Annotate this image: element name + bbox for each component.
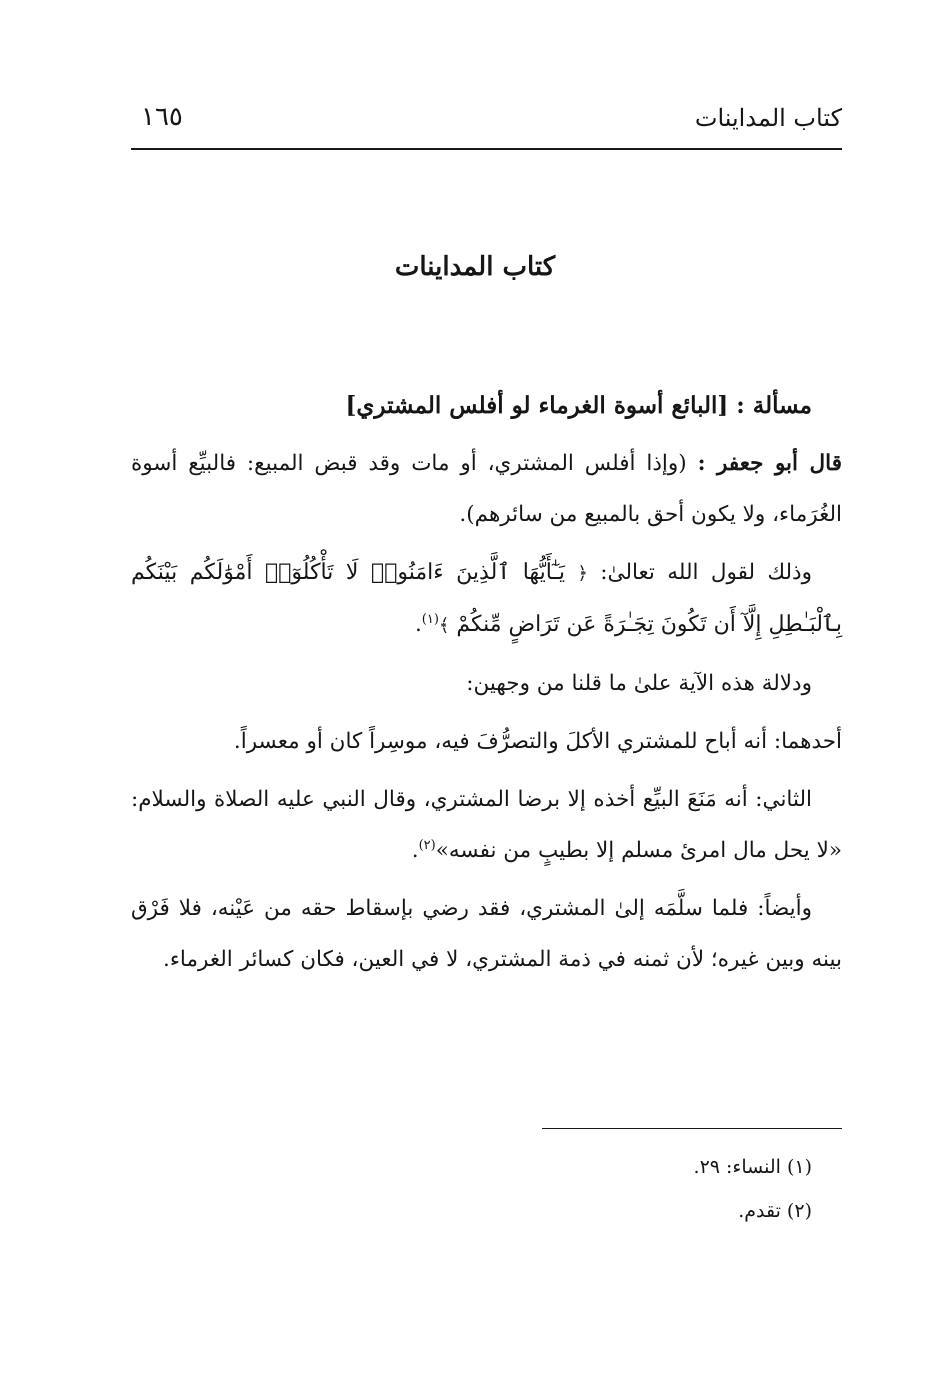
- paragraph-first-reason: أحدهما: أنه أباح للمشتري الأكلَ والتصرُّفَ فيه، موسِراً كان أو معسراً.: [233, 729, 842, 754]
- sentence-end: .: [414, 612, 422, 637]
- chapter-title: كتاب المداينات: [394, 252, 556, 282]
- footnote-ref-1[interactable]: (١): [421, 611, 439, 627]
- running-header: [131, 98, 842, 150]
- second-reason-text: الثاني: أنه مَنَعَ البيِّع أخذه إلا برضا المشتري، وقال النبي عليه الصلاة والسلام: «لا يحل مال امرئ مسلم إلا بطيبٍ من نفسه»: [131, 787, 842, 863]
- page-number: ١٦٥: [141, 102, 183, 132]
- body-text: [131, 380, 842, 992]
- verse-intro: وذلك لقول الله تعالىٰ:: [600, 560, 812, 585]
- paragraph-evidence: ودلالة هذه الآية علىٰ ما قلنا من وجهين:: [466, 671, 812, 696]
- paragraph-verse: [131, 547, 842, 651]
- footnotes: [131, 1145, 812, 1233]
- quote-text: (وإذا أفلس المشتري، أو مات وقد قبض المبيع: فالبيِّع أسوة الغُرَماء، ولا يكون أحق بالمبيع من سائرهم).: [131, 451, 842, 527]
- paragraph-second-reason: [131, 774, 842, 876]
- paragraph-additionally: وأيضاً: فلما سلَّمَه إلىٰ المشتري، فقد رضي بإسقاط حقه من عَيْنه، فلا فَرْق بينه وبين غيره؛ لأن ثمنه في ذمة المشتري، لا في العين، فكان كسائر الغرماء.: [131, 896, 842, 972]
- verse-bracket-close: ﴾: [438, 615, 450, 636]
- running-title: كتاب المداينات: [694, 104, 842, 132]
- issue-heading: مسألة : [البائع أسوة الغرماء لو أفلس المشتري]: [345, 392, 812, 419]
- verse-bracket-open: ﴿: [577, 563, 588, 584]
- quran-verse: يَـٰٓأَيُّهَا ٱلَّذِينَ ءَامَنُوا۟ لَا تَأْكُلُوٓا۟ أَمْوَٰلَكُم بَيْنَكُم بِٱلْبَـٰطِلِ إِلَّآ أَن تَكُونَ تِجَـٰرَةً عَن تَرَاضٍ مِّنكُمْ: [131, 560, 842, 637]
- footnote-1: (١) النساء: ٢٩.: [693, 1156, 812, 1178]
- footnote-2: (٢) تقدم.: [738, 1200, 812, 1222]
- speaker-label: قال أبو جعفر :: [697, 451, 842, 476]
- footnote-ref-2[interactable]: (٢): [418, 837, 436, 853]
- sentence-end: .: [411, 838, 419, 863]
- footnote-separator: [542, 1128, 842, 1129]
- paragraph-quote: [131, 438, 842, 540]
